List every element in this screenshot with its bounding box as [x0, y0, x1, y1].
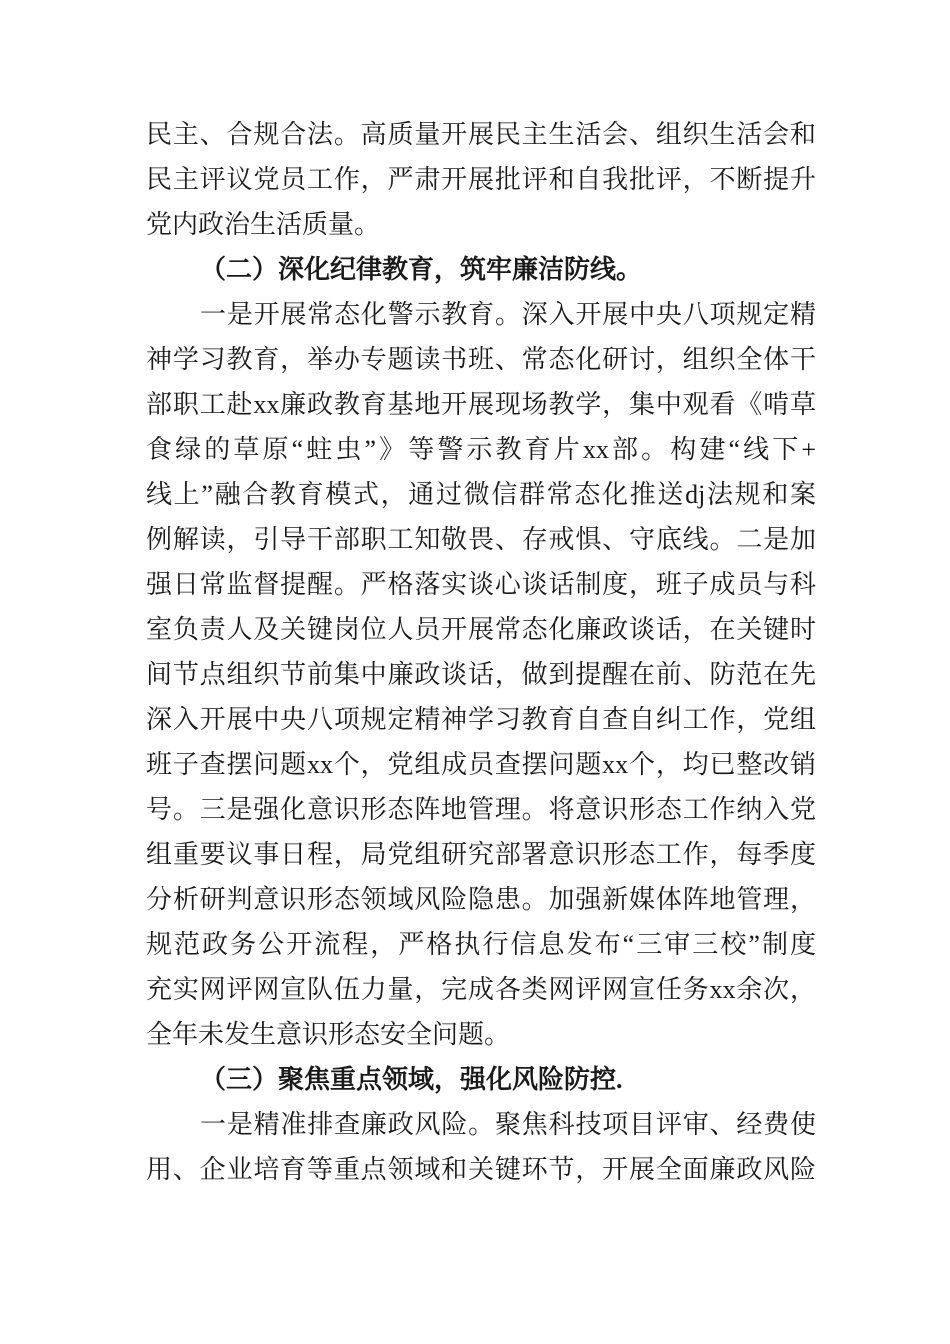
section-heading: （三）聚焦重点领域，强化风险防控. — [200, 1065, 623, 1094]
text-line: 全年未发生意识形态安全问题。 — [146, 1020, 511, 1049]
text-line: 分析研判意识形态领域风险隐患。加强新媒体阵地管理， — [146, 885, 816, 914]
text-line: 一是开展常态化警示教育。深入开展中央八项规定精 — [200, 300, 816, 329]
section-heading: （二）深化纪律教育，筑牢廉洁防线。 — [200, 255, 643, 284]
text-line: 组重要议事日程，局党组研究部署意识形态工作，每季度 — [146, 840, 816, 869]
text-line: 部职工赴xx廉政教育基地开展现场教学，集中观看《啃草 — [146, 390, 816, 419]
text-line: 神学习教育，举办专题读书班、常态化研讨，组织全体干 — [146, 345, 816, 374]
text-line: 间节点组织节前集中廉政谈话，做到提醒在前、防范在先 — [146, 660, 816, 689]
text-line: 室负责人及关键岗位人员开展常态化廉政谈话，在关键时 — [146, 615, 816, 644]
text-line: 充实网评网宣队伍力量，完成各类网评网宣任务xx余次， — [146, 975, 816, 1004]
text-line: 强日常监督提醒。严格落实谈心谈话制度，班子成员与科 — [146, 570, 816, 599]
text-line: 一是精准排查廉政风险。聚焦科技项目评审、经费使 — [200, 1110, 816, 1139]
document-text-block — [146, 112, 816, 1192]
text-line: 规范政务公开流程，严格执行信息发布“三审三校”制度 — [146, 930, 816, 959]
text-line: 食绿的草原“蛀虫”》等警示教育片xx部。构建“线下+ — [146, 435, 816, 464]
text-line: 用、企业培育等重点领域和关键环节，开展全面廉政风险 — [146, 1155, 816, 1184]
text-line: 民主、合规合法。高质量开展民主生活会、组织生活会和 — [146, 120, 816, 149]
text-line: 民主评议党员工作，严肃开展批评和自我批评，不断提升 — [146, 165, 816, 194]
text-line: 深入开展中央八项规定精神学习教育自查自纠工作，党组 — [146, 705, 816, 734]
text-line: 例解读，引导干部职工知敬畏、存戒惧、守底线。二是加 — [146, 525, 816, 554]
text-line: 党内政治生活质量。 — [146, 210, 381, 239]
text-line: 号。三是强化意识形态阵地管理。将意识形态工作纳入党 — [146, 795, 816, 824]
text-line: 班子查摆问题xx个，党组成员查摆问题xx个，均已整改销 — [146, 750, 816, 779]
text-line: 线上”融合教育模式，通过微信群常态化推送dj法规和案 — [146, 480, 816, 509]
